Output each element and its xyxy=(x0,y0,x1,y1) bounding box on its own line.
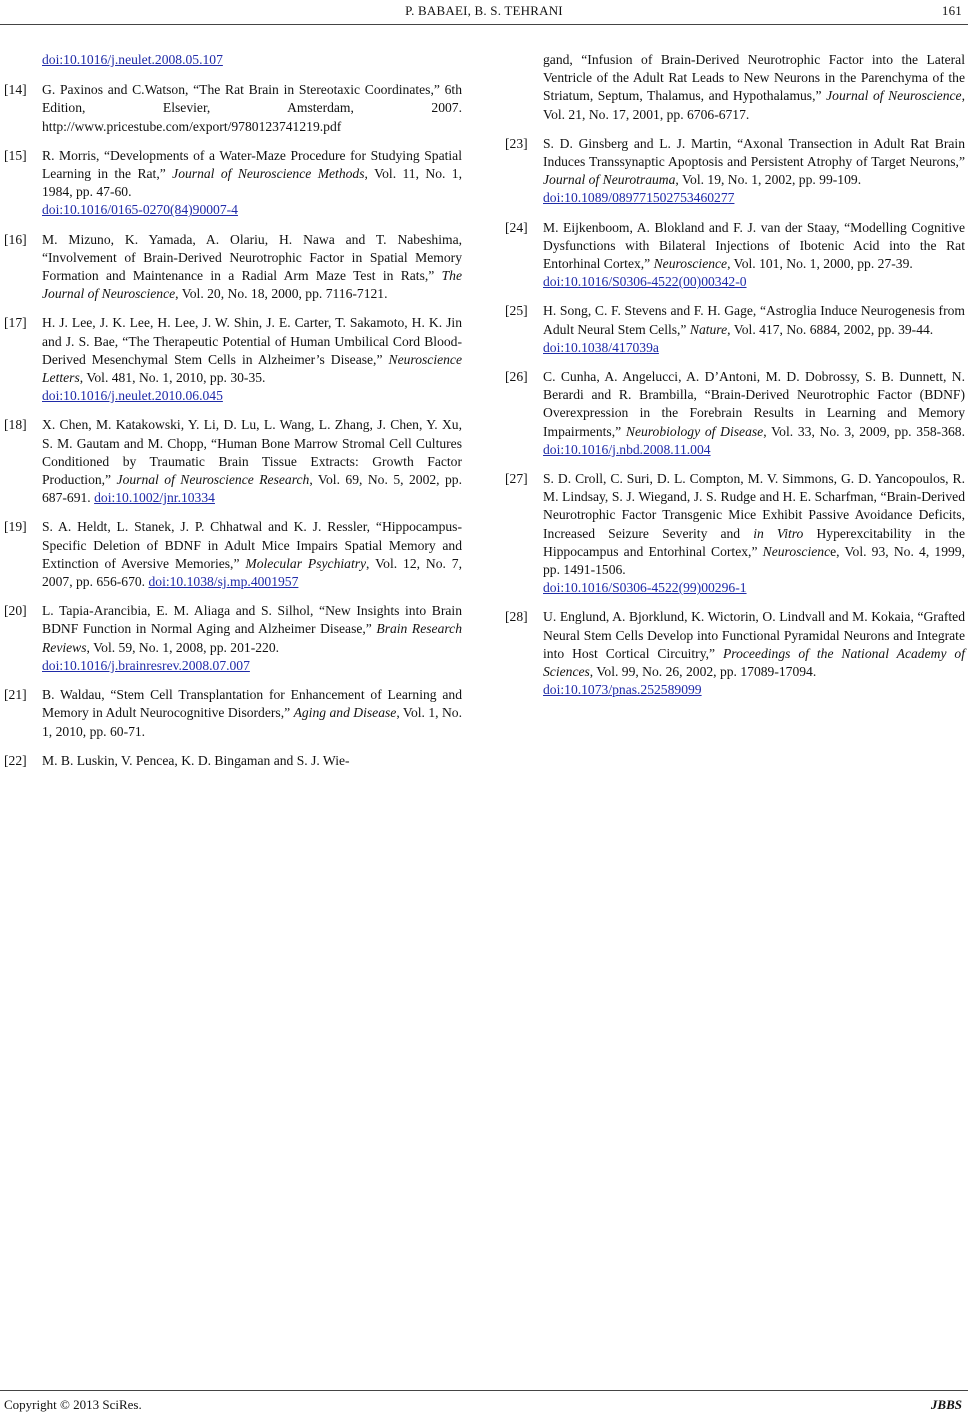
ref-text: G. Paxinos and C.Watson, “The Rat Brain in Stereotaxic Coordinates,” 6th Edition, Elsevier, Amsterdam, 2007. http://www.pricestube.com/export/9780123741219.pdf xyxy=(42,82,462,134)
reference-item xyxy=(4,752,462,770)
ref-journal: Journal of Neuroscience Methods xyxy=(172,166,365,182)
copyright-notice: Copyright © 2013 SciRes. xyxy=(4,1397,142,1412)
ref-text: M. Eijkenboom, A. Blokland and F. J. van der Staay, “Modelling Cognitive Dysfunctions with Bilateral Injections of Ibotenic Acid into the Rat Entorhinal Cortex,” xyxy=(543,219,965,272)
reference-continuation xyxy=(505,51,965,124)
doi-link[interactable]: doi:10.1038/417039a xyxy=(543,339,659,355)
ref-text-tail: , Vol. 99, No. 26, 2002, pp. 17089-17094. xyxy=(589,664,817,680)
doi-link[interactable]: doi:10.1016/j.neulet.2008.05.107 xyxy=(42,52,223,67)
reference-number: [22] xyxy=(4,752,27,768)
right-column xyxy=(505,51,965,711)
reference-item xyxy=(4,602,462,675)
ref-journal: Journal of Neuroscience Research xyxy=(116,472,310,488)
reference-number: [19] xyxy=(4,519,27,535)
ref-journal: in Vitro xyxy=(753,525,804,541)
ref-text: S. D. Croll, C. Suri, D. L. Compton, M. V. Simmons, G. D. Yancopoulos, R. M. Lindsay, S. J. Wiegand, J. S. Rudge and H. E. Scharfman, “Brain-Derived Neurotrophic Factor Transgenic Mice Exhibit Passive Avoidance Deficits, Increased Seizure Severity and xyxy=(543,471,965,541)
reference-item xyxy=(4,147,462,220)
reference-number: [28] xyxy=(505,609,528,625)
page-number: 161 xyxy=(941,3,962,18)
ref-text: S. D. Ginsberg and L. J. Martin, “Axonal Transection in Adult Rat Brain Induces Transsynaptic Apoptosis and Persistent Atrophy of Target Neurons,” xyxy=(543,135,965,170)
reference-list-right xyxy=(505,135,965,700)
ref-journal: Aging and Disease xyxy=(293,705,397,721)
doi-link[interactable]: doi:10.1016/S0306-4522(99)00296-1 xyxy=(543,580,747,596)
reference-number: [16] xyxy=(4,231,27,247)
ref-text-tail: , Vol. 19, No. 1, 2002, pp. 99-109. xyxy=(675,172,862,188)
doi-link[interactable]: doi:10.1016/j.neulet.2010.06.045 xyxy=(42,388,223,404)
ref-text-tail: , Vol. 21, No. 17, 2001, pp. 6706-6717. xyxy=(543,88,965,122)
ref-text: H. J. Lee, J. K. Lee, H. Lee, J. W. Shin, J. E. Carter, T. Sakamoto, H. K. Jin and J. S. Bae, “The Therapeutic Potential of Human Umbilical Cord Blood-Derived Mesenchymal Stem Cells in Alzheimer’s Disease,” xyxy=(42,315,462,367)
doi-link[interactable]: doi:10.1016/S0306-4522(00)00342-0 xyxy=(543,274,747,290)
doi-link[interactable]: doi:10.1016/j.nbd.2008.11.004 xyxy=(543,441,711,457)
reference-number: [26] xyxy=(505,369,528,385)
reference-number: [17] xyxy=(4,315,27,331)
doi-link[interactable]: doi:10.1073/pnas.252589099 xyxy=(543,682,702,698)
ref-journal: Neuroscience Letters xyxy=(42,351,462,386)
ref-text-tail: , Vol. 11, No. 1, 1984, pp. 47-60. xyxy=(42,166,462,200)
reference-item xyxy=(505,608,965,699)
ref-text: M. Mizuno, K. Yamada, A. Olariu, H. Nawa and T. Nabeshima, “Involvement of Brain-Derived Neurotrophic Factor in Spatial Memory Formation and Maintenance in a Radial Arm Maze Test in Rats,” xyxy=(42,231,462,284)
ref-text-tail: , Vol. 69, No. 5, 2002, pp. 687-691. xyxy=(42,472,463,506)
ref-journal: Molecular Psychiatry xyxy=(245,555,367,571)
ref-text: U. Englund, A. Bjorklund, K. Wictorin, O. Lindvall and M. Kokaia, “Grafted Neural Stem Cells Develop into Functional Pyramidal Neurons and Integrate into Host Cortical Circuitry,” xyxy=(543,609,965,661)
ref-text-tail: , Vol. 20, No. 18, 2000, pp. 7116-7121. xyxy=(175,286,388,302)
reference-number: [24] xyxy=(505,219,528,235)
ref-text-tail: , Vol. 59, No. 1, 2008, pp. 201-220. xyxy=(86,639,280,655)
doi-link[interactable]: doi:10.1002/jnr.10334 xyxy=(94,490,215,506)
ref-text: X. Chen, M. Katakowski, Y. Li, D. Lu, L. Wang, L. Zhang, J. Chen, Y. Xu, S. M. Gautam and M. Chopp, “Human Bone Marrow Stromal Cell Cultures Conditioned by Traumatic Brain Tissue Extracts: Growth Factor Production,” xyxy=(42,417,462,488)
doi-link[interactable]: doi:10.1016/j.brainresrev.2008.07.007 xyxy=(42,657,250,673)
doi-link[interactable]: doi:10.1038/sj.mp.4001957 xyxy=(148,574,299,590)
reference-item xyxy=(505,219,965,292)
ref-text: L. Tapia-Arancibia, E. M. Aliaga and S. Silhol, “New Insights into Brain BDNF Function in Normal Aging and Alzheimer Disease,” xyxy=(42,603,462,637)
reference-number: [20] xyxy=(4,603,27,619)
ref-journal: Proceedings of the National Academy of Sciences xyxy=(543,645,965,680)
ref-text: C. Cunha, A. Angelucci, A. D’Antoni, M. D. Dobrossy, S. B. Dunnett, N. Berardi and R. Brambilla, “Brain-Derived Neurotrophic Factor (BDNF) Overexpression in the Forebrain Results in Learning and Memory Impairments,” xyxy=(543,369,965,439)
reference-number: [23] xyxy=(505,135,528,151)
ref-text: S. A. Heldt, L. Stanek, J. P. Chhatwal and K. J. Ressler, “Hippocampus-Specific Deletion of BDNF in Adult Mice Impairs Spatial Memory and Extinction of Aversive Memories,” xyxy=(42,519,462,571)
ref-journal: Neurobiology of Disease xyxy=(625,423,764,439)
reference-item xyxy=(4,518,462,591)
footer-divider xyxy=(0,1390,968,1391)
reference-item xyxy=(4,81,462,136)
reference-number: [25] xyxy=(505,303,528,319)
reference-item xyxy=(4,314,462,405)
running-head-authors: P. BABAEI, B. S. TEHRANI xyxy=(405,3,563,18)
ref-journal-2: Neuroscienc xyxy=(762,543,831,559)
ref-text: gand, “Infusion of Brain-Derived Neurotrophic Factor into the Lateral Ventricle of the Adult Rat Leads to New Neurons in the Parenchyma of the Striatum, Septum, Thalamus, and Hypothalamus,” xyxy=(543,52,965,104)
ref-text: H. Song, C. F. Stevens and F. H. Gage, “Astroglia Induce Neurogenesis from Adult Neural Stem Cells,” xyxy=(543,303,965,337)
continued-doi-line xyxy=(4,51,462,69)
reference-item xyxy=(505,470,965,597)
reference-number: [27] xyxy=(505,471,528,487)
ref-text-tail: , Vol. 481, No. 1, 2010, pp. 30-35. xyxy=(79,370,266,386)
journal-abbrev: JBBS xyxy=(930,1397,962,1412)
reference-item xyxy=(505,302,965,357)
reference-item xyxy=(505,135,965,208)
ref-journal: Journal of Neurotrauma xyxy=(543,172,676,188)
reference-number: [21] xyxy=(4,687,27,703)
ref-text: M. B. Luskin, V. Pencea, K. D. Bingaman and S. J. Wie- xyxy=(42,752,350,768)
page-header xyxy=(0,2,968,22)
ref-text-tail-2: e, Vol. 93, No. 4, 1999, pp. 1491-1506. xyxy=(543,543,965,578)
ref-text: B. Waldau, “Stem Cell Transplantation for Enhancement of Learning and Memory in Adult Neurocognitive Disorders,” xyxy=(42,687,462,721)
doi-link[interactable]: doi:10.1089/089771502753460277 xyxy=(543,190,735,206)
reference-number: [15] xyxy=(4,147,27,163)
ref-journal: Neuroscience xyxy=(653,256,728,272)
ref-text-tail: , Vol. 1, No. 1, 2010, pp. 60-71. xyxy=(42,705,462,739)
ref-journal: Nature xyxy=(689,321,728,337)
reference-list-left xyxy=(4,81,462,770)
ref-text-tail: , Vol. 12, No. 7, 2007, pp. 656-670. xyxy=(42,555,463,590)
ref-text-tail: Hyperexcitability in the Hippocampus and Entorhinal Cortex,” xyxy=(543,525,966,559)
ref-journal: The Journal of Neuroscience xyxy=(42,268,462,302)
reference-item xyxy=(4,686,462,741)
left-column xyxy=(4,51,462,781)
reference-number: [14] xyxy=(4,82,27,98)
ref-text-tail: , Vol. 417, No. 6884, 2002, pp. 39-44. xyxy=(727,321,934,337)
ref-text-tail: , Vol. 33, No. 3, 2009, pp. 358-368. xyxy=(763,423,965,439)
ref-journal: Journal of Neuroscience xyxy=(826,88,962,104)
reference-number: [18] xyxy=(4,417,27,433)
reference-item xyxy=(505,368,965,459)
ref-text-tail: , Vol. 101, No. 1, 2000, pp. 27-39. xyxy=(727,256,913,272)
ref-text: R. Morris, “Developments of a Water-Maze Procedure for Studying Spatial Learning in the Rat,” xyxy=(42,147,462,182)
header-divider xyxy=(0,24,968,25)
reference-item xyxy=(4,416,462,507)
ref-journal: Brain Research Reviews xyxy=(42,621,462,655)
doi-link[interactable]: doi:10.1016/0165-0270(84)90007-4 xyxy=(42,202,238,218)
reference-item xyxy=(4,231,462,304)
